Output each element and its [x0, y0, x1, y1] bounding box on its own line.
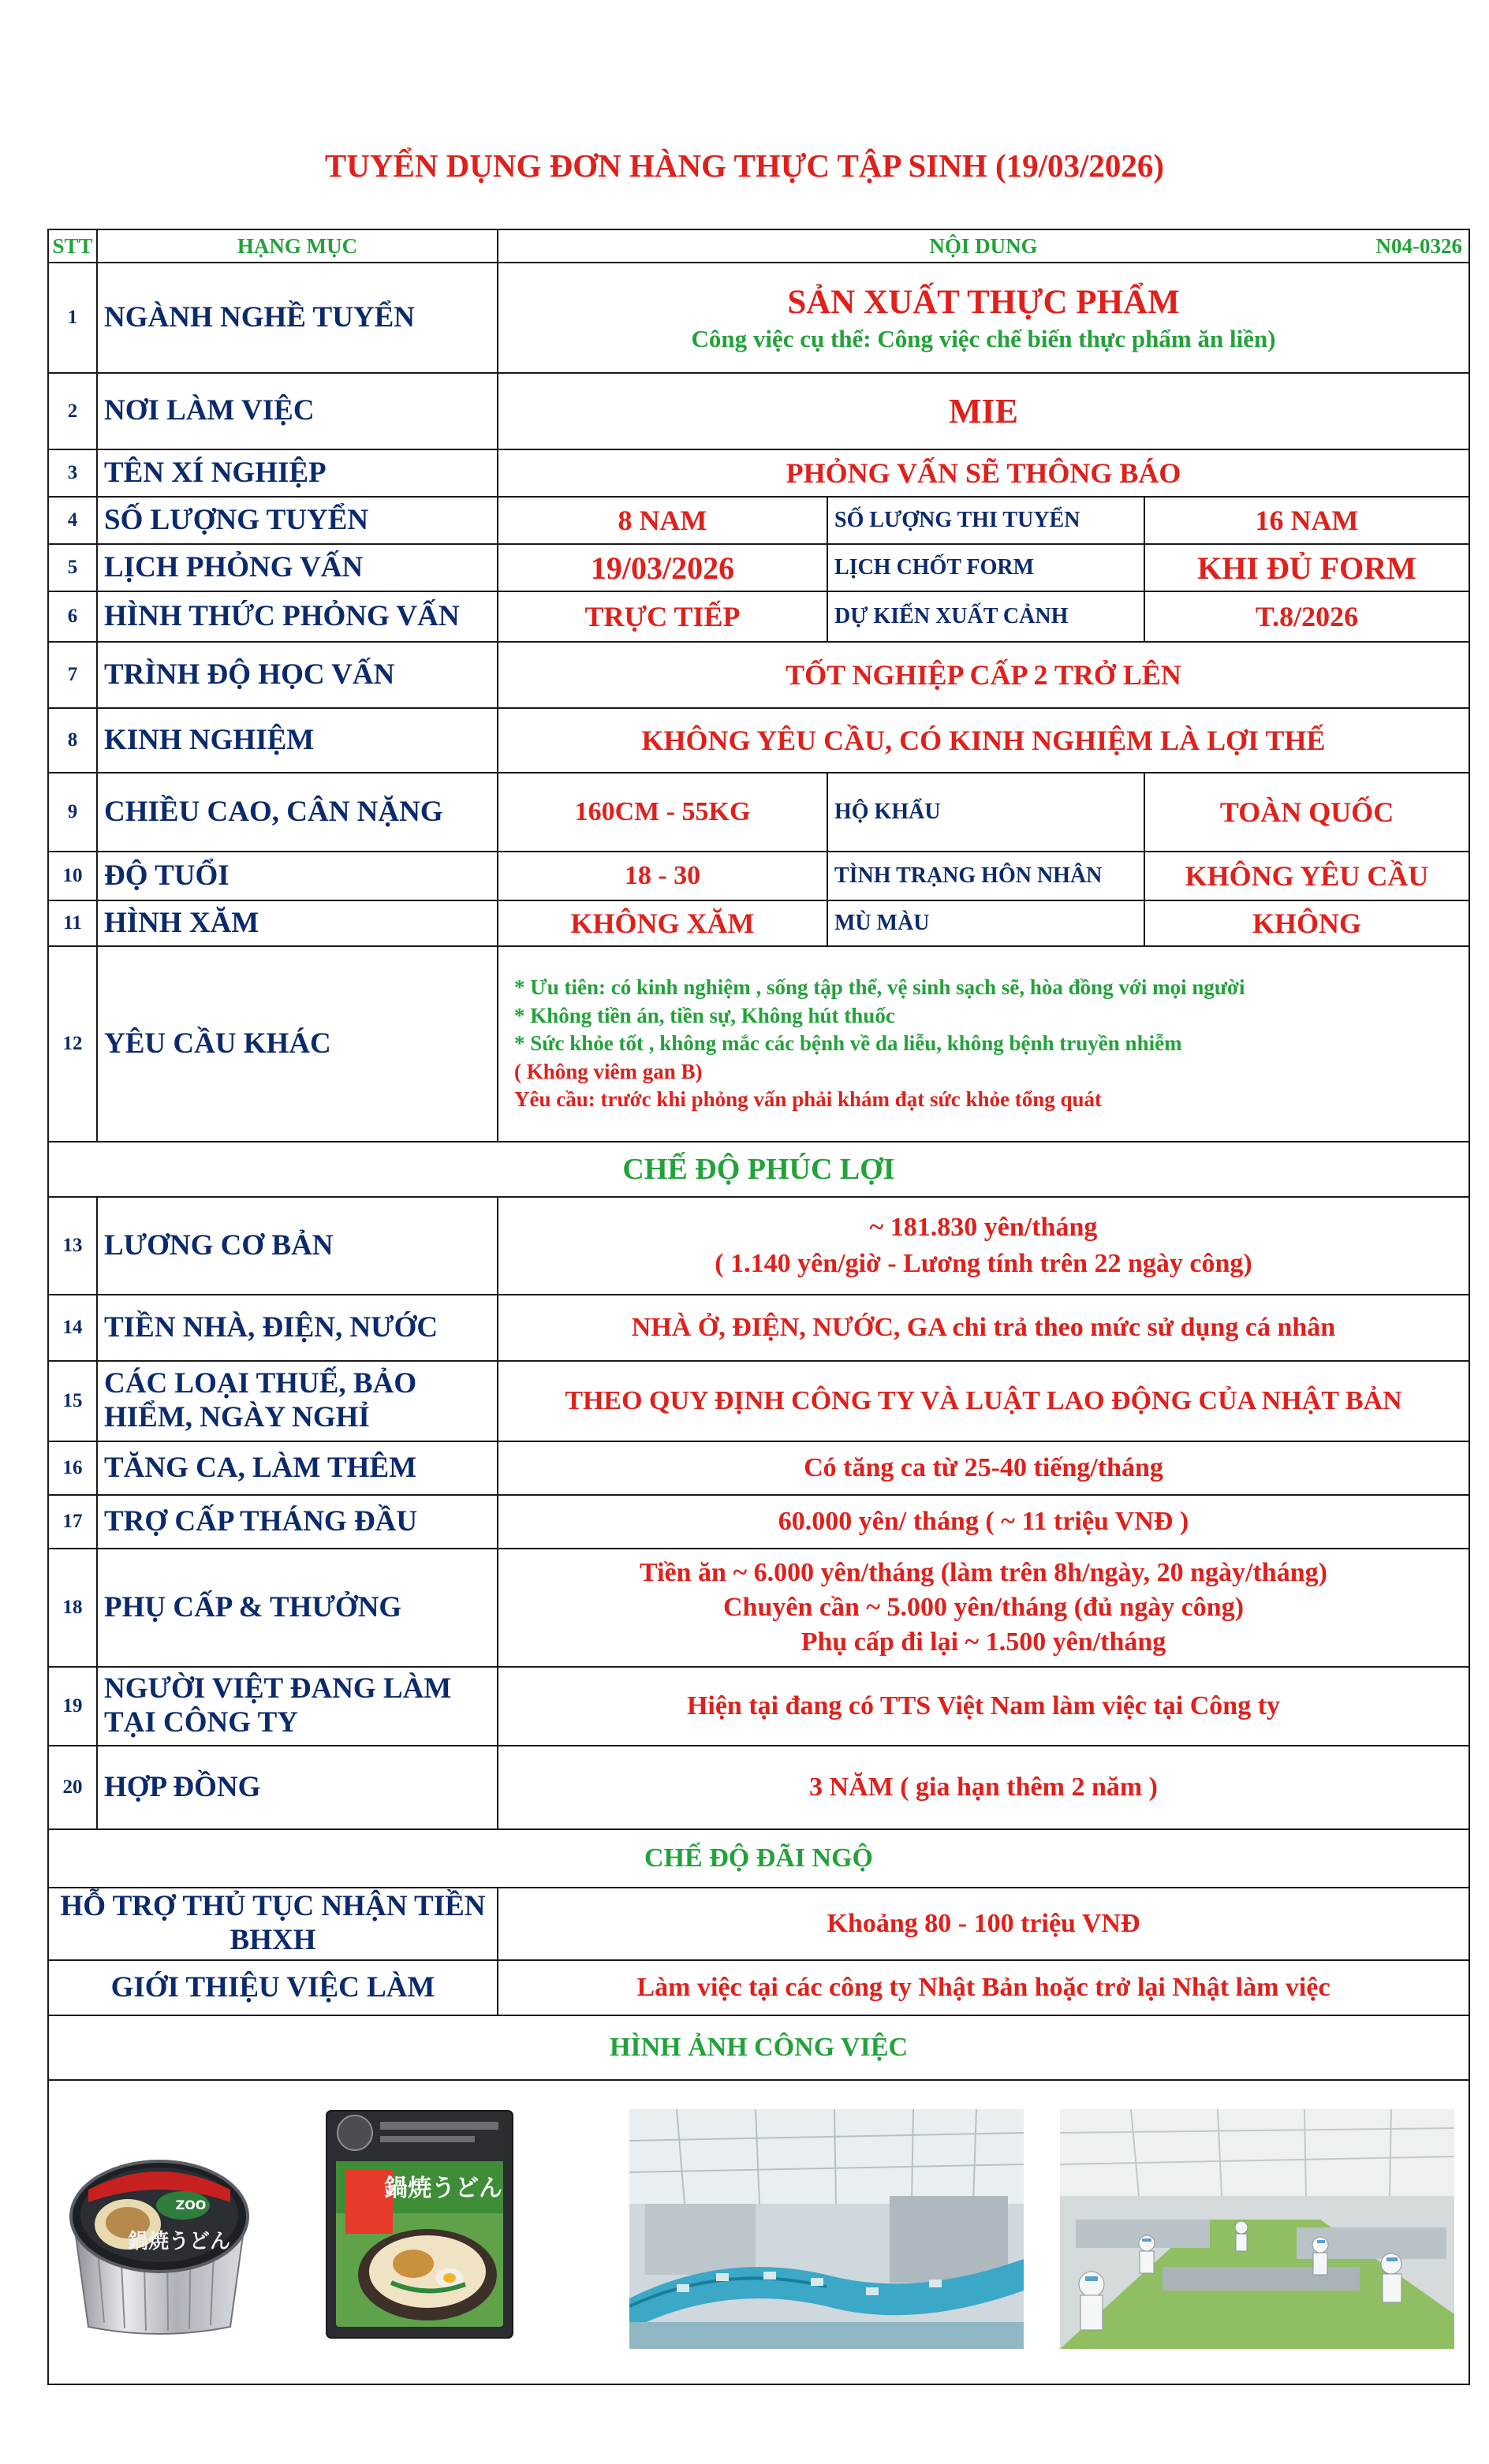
row-value	[498, 1549, 1469, 1667]
row-value: 18 - 30	[498, 852, 827, 900]
row-label: TRÌNH ĐỘ HỌC VẤN	[97, 642, 498, 708]
row-number: 19	[48, 1667, 97, 1746]
industry-main: SẢN XUẤT THỰC PHẨM	[787, 283, 1180, 321]
row-value-secondary: T.8/2026	[1144, 591, 1469, 642]
industry-sub: Công việc cụ thể: Công việc chế biến thực phẩm ăn liền)	[691, 324, 1276, 352]
svg-text:ZOO: ZOO	[175, 2197, 207, 2212]
row-value	[498, 1197, 1469, 1295]
row-number: 5	[48, 544, 97, 591]
row-label: TIỀN NHÀ, ĐIỆN, NƯỚC	[97, 1295, 498, 1361]
requirement-line: * Sức khỏe tốt , không mắc các bệnh về da liễu, không bệnh truyền nhiễm	[514, 1031, 1182, 1056]
row-number: 2	[48, 373, 97, 449]
row-label: HÌNH THỨC PHỎNG VẤN	[97, 591, 498, 642]
row-label: YÊU CẦU KHÁC	[97, 946, 498, 1142]
row-value: Hiện tại đang có TTS Việt Nam làm việc tại Công ty	[498, 1667, 1469, 1746]
cup-noodle-image	[65, 2130, 254, 2343]
row-value: MIE	[498, 373, 1469, 449]
table-row	[48, 1888, 1469, 1960]
row-label: HỢP ĐỒNG	[97, 1746, 498, 1829]
work-photos	[49, 2081, 1468, 2384]
row-label: PHỤ CẤP & THƯỞNG	[97, 1549, 498, 1667]
table-row	[48, 1295, 1469, 1361]
table-row	[48, 708, 1469, 773]
table-row	[48, 263, 1469, 373]
requirement-line: * Không tiền án, tiền sự, Không hút thuốc	[514, 1003, 895, 1027]
row-label: HÌNH XĂM	[97, 900, 498, 946]
photo-cell	[48, 2080, 1469, 2384]
row-value-secondary: KHÔNG	[1144, 900, 1469, 946]
header-content-cell	[498, 229, 1469, 263]
section-row	[48, 2015, 1469, 2080]
row-number: 15	[48, 1361, 97, 1441]
row-value: Khoảng 80 - 100 triệu VNĐ	[498, 1888, 1469, 1960]
row-label: HỖ TRỢ THỦ TỤC NHẬN TIỀN BHXH	[48, 1888, 498, 1960]
table-row	[48, 373, 1469, 449]
row-label-secondary: HỘ KHẨU	[827, 773, 1144, 852]
row-label: SỐ LƯỢNG TUYỂN	[97, 497, 498, 544]
table-row	[48, 497, 1469, 544]
row-value: TRỰC TIẾP	[498, 591, 827, 642]
table-row	[48, 1960, 1469, 2015]
row-value: 8 NAM	[498, 497, 827, 544]
images-section-title: HÌNH ẢNH CÔNG VIỆC	[48, 2015, 1469, 2080]
row-label-secondary: DỰ KIẾN XUẤT CẢNH	[827, 591, 1144, 642]
other-requirements	[498, 946, 1469, 1142]
row-label: KINH NGHIỆM	[97, 708, 498, 773]
row-label: LỊCH PHỎNG VẤN	[97, 544, 498, 591]
row-value: TỐT NGHIỆP CẤP 2 TRỞ LÊN	[498, 642, 1469, 708]
table-row	[48, 852, 1469, 900]
row-value: 160CM - 55KG	[498, 773, 827, 852]
table-row	[48, 1197, 1469, 1295]
job-order-table	[47, 229, 1470, 2385]
cup-label-text: 鍋焼うどん	[127, 2230, 231, 2253]
row-label-secondary: MÙ MÀU	[827, 900, 1144, 946]
page-title: TUYỂN DỤNG ĐƠN HÀNG THỰC TẬP SINH (19/03/2026)	[324, 147, 1165, 184]
row-number: 6	[48, 591, 97, 642]
row-value: THEO QUY ĐỊNH CÔNG TY VÀ LUẬT LAO ĐỘNG CỦA NHẬT BẢN	[498, 1361, 1469, 1441]
row-number: 10	[48, 852, 97, 900]
row-value-secondary: TOÀN QUỐC	[1144, 773, 1469, 852]
photo-row	[48, 2080, 1469, 2384]
table-row	[48, 1441, 1469, 1495]
table-row	[48, 449, 1469, 497]
header-stt: STT	[48, 229, 97, 263]
row-number: 13	[48, 1197, 97, 1295]
row-number: 11	[48, 900, 97, 946]
row-number: 1	[48, 263, 97, 373]
row-value: KHÔNG XĂM	[498, 900, 827, 946]
allowance-travel: Phụ cấp đi lại ~ 1.500 yên/tháng	[800, 1627, 1166, 1657]
table-row	[48, 591, 1469, 642]
requirement-line: Yêu cầu: trước khi phỏng vấn phải khám đạt sức khỏe tổng quát	[514, 1087, 1103, 1112]
table-row	[48, 1549, 1469, 1667]
factory-line-photo	[629, 2109, 1024, 2349]
row-number: 20	[48, 1746, 97, 1829]
row-value-secondary: KHI ĐỦ FORM	[1144, 544, 1469, 591]
row-number: 16	[48, 1441, 97, 1495]
row-label: LƯƠNG CƠ BẢN	[97, 1197, 498, 1295]
table-row	[48, 900, 1469, 946]
row-value: Có tăng ca từ 25-40 tiếng/tháng	[498, 1441, 1469, 1495]
row-label: NƠI LÀM VIỆC	[97, 373, 498, 449]
row-label: CHIỀU CAO, CÂN NẶNG	[97, 773, 498, 852]
row-label: TRỢ CẤP THÁNG ĐẦU	[97, 1495, 498, 1549]
header-category: HẠNG MỤC	[97, 229, 498, 263]
row-label: NGÀNH NGHỀ TUYỂN	[97, 263, 498, 373]
row-value	[498, 263, 1469, 373]
welfare-section-title: CHẾ ĐỘ PHÚC LỢI	[48, 1142, 1469, 1197]
allowance-attendance: Chuyên cần ~ 5.000 yên/tháng (đủ ngày công)	[723, 1592, 1245, 1622]
section-row	[48, 1829, 1469, 1888]
salary-hourly: ( 1.140 yên/giờ - Lương tính trên 22 ngày công)	[715, 1249, 1252, 1278]
table-row	[48, 1746, 1469, 1829]
order-code: N04-0326	[1375, 234, 1463, 258]
factory-workers-photo	[1060, 2109, 1454, 2349]
table-row	[48, 642, 1469, 708]
table-row	[48, 1667, 1469, 1746]
row-value-secondary: KHÔNG YÊU CẦU	[1144, 852, 1469, 900]
row-label: CÁC LOẠI THUẾ, BẢO HIỂM, NGÀY NGHỈ	[97, 1361, 498, 1441]
row-label-secondary: LỊCH CHỐT FORM	[827, 544, 1144, 591]
row-label: GIỚI THIỆU VIỆC LÀM	[48, 1960, 498, 2015]
requirement-line: ( Không viêm gan B)	[514, 1059, 703, 1083]
row-value: Làm việc tại các công ty Nhật Bản hoặc trở lại Nhật làm việc	[498, 1960, 1469, 2015]
pack-label-text: 鍋焼うどん	[384, 2175, 502, 2202]
row-number: 18	[48, 1549, 97, 1667]
row-label: NGƯỜI VIỆT ĐANG LÀM TẠI CÔNG TY	[97, 1667, 498, 1746]
row-value: 3 NĂM ( gia hạn thêm 2 năm )	[498, 1746, 1469, 1829]
row-value: PHỎNG VẤN SẼ THÔNG BÁO	[498, 449, 1469, 497]
requirement-line: * Ưu tiên: có kinh nghiệm , sống tập thể, vệ sinh sạch sẽ, hòa đồng với mọi người	[514, 975, 1245, 999]
row-number: 17	[48, 1495, 97, 1549]
row-label-secondary: TÌNH TRẠNG HÔN NHÂN	[827, 852, 1144, 900]
row-value: KHÔNG YÊU CẦU, CÓ KINH NGHIỆM LÀ LỢI THẾ	[498, 708, 1469, 773]
treatment-section-title: CHẾ ĐỘ ĐÃI NGỘ	[48, 1829, 1469, 1888]
udon-pack-image	[325, 2109, 514, 2339]
header-content: NỘI DUNG	[929, 233, 1038, 258]
row-label: TĂNG CA, LÀM THÊM	[97, 1441, 498, 1495]
row-label-secondary: SỐ LƯỢNG THI TUYỂN	[827, 497, 1144, 544]
row-number: 9	[48, 773, 97, 852]
table-row	[48, 544, 1469, 591]
row-number: 3	[48, 449, 97, 497]
row-label: ĐỘ TUỔI	[97, 852, 498, 900]
row-value: NHÀ Ở, ĐIỆN, NƯỚC, GA chi trả theo mức sử dụng cá nhân	[498, 1295, 1469, 1361]
row-value: 60.000 yên/ tháng ( ~ 11 triệu VNĐ )	[498, 1495, 1469, 1549]
table-row	[48, 1495, 1469, 1549]
section-row	[48, 1142, 1469, 1197]
row-number: 7	[48, 642, 97, 708]
row-label: TÊN XÍ NGHIỆP	[97, 449, 498, 497]
row-value: 19/03/2026	[498, 544, 827, 591]
row-number: 14	[48, 1295, 97, 1361]
allowance-meal: Tiền ăn ~ 6.000 yên/tháng (làm trên 8h/ngày, 20 ngày/tháng)	[640, 1557, 1327, 1587]
table-row	[48, 946, 1469, 1142]
row-number: 12	[48, 946, 97, 1142]
table-row	[48, 1361, 1469, 1441]
table-row	[48, 773, 1469, 852]
row-number: 8	[48, 708, 97, 773]
row-number: 4	[48, 497, 97, 544]
header-row	[48, 229, 1469, 263]
row-value-secondary: 16 NAM	[1144, 497, 1469, 544]
salary-monthly: ~ 181.830 yên/tháng	[869, 1213, 1098, 1243]
